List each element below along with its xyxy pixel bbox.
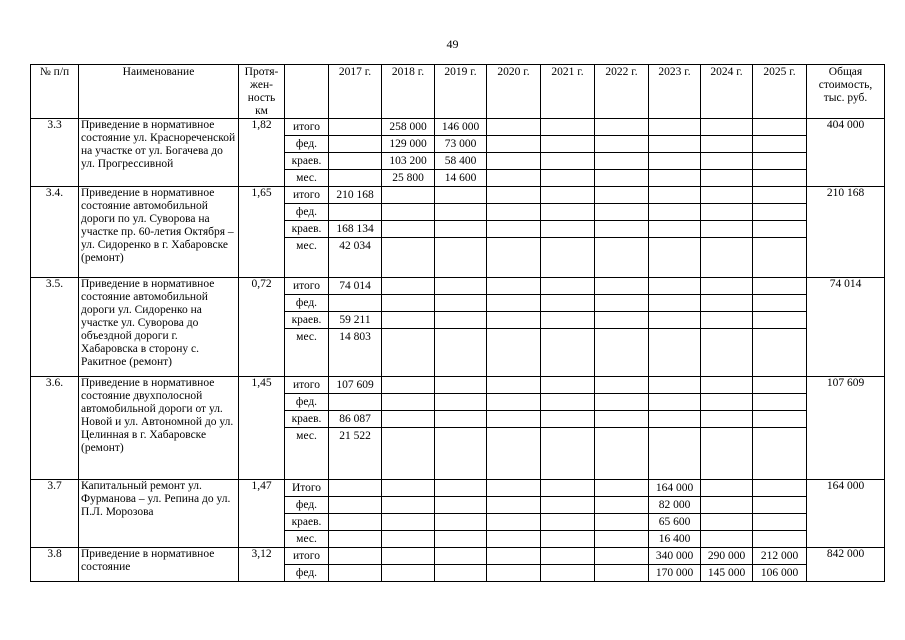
year-value-cell: [701, 514, 753, 531]
year-value-cell: 290 000: [701, 548, 753, 565]
year-value-cell: [541, 187, 595, 204]
year-value-cell: [753, 136, 807, 153]
year-value-cell: [435, 238, 487, 278]
year-value-cell: [701, 531, 753, 548]
year-value-cell: [701, 204, 753, 221]
year-value-cell: [329, 295, 382, 312]
funding-source-label: итого: [285, 377, 329, 394]
year-value-cell: [487, 514, 541, 531]
year-value-cell: [329, 153, 382, 170]
row-name: Приведение в нормативное состояние двухполосной автомобильной дороги от ул. Новой и ул. Автономной до ул. Целинная в г. Хабаровске (ремонт): [79, 377, 239, 480]
year-value-cell: 258 000: [382, 119, 435, 136]
year-value-cell: [487, 136, 541, 153]
year-value-cell: [595, 170, 649, 187]
row-length: 1,82: [239, 119, 285, 187]
year-value-cell: [753, 204, 807, 221]
year-value-cell: [435, 514, 487, 531]
year-value-cell: 25 800: [382, 170, 435, 187]
header-source: [285, 65, 329, 119]
year-value-cell: [487, 153, 541, 170]
year-value-cell: [649, 221, 701, 238]
year-value-cell: [541, 278, 595, 295]
year-value-cell: [541, 221, 595, 238]
year-value-cell: [487, 428, 541, 480]
funding-source-label: краев.: [285, 411, 329, 428]
year-value-cell: [435, 531, 487, 548]
year-value-cell: [435, 565, 487, 582]
year-value-cell: [329, 136, 382, 153]
year-value-cell: [649, 312, 701, 329]
year-value-cell: [487, 565, 541, 582]
year-value-cell: [329, 119, 382, 136]
header-year: 2022 г.: [595, 65, 649, 119]
year-value-cell: [487, 480, 541, 497]
year-value-cell: 164 000: [649, 480, 701, 497]
year-value-cell: 212 000: [753, 548, 807, 565]
year-value-cell: [649, 238, 701, 278]
row-number: 3.6.: [31, 377, 79, 480]
row-name: Приведение в нормативное состояние ул. Краснореченской на участке от ул. Богачева до ул. Прогрессивной: [79, 119, 239, 187]
year-value-cell: [701, 278, 753, 295]
year-value-cell: [753, 497, 807, 514]
year-value-cell: [753, 428, 807, 480]
year-value-cell: [435, 411, 487, 428]
year-value-cell: [435, 548, 487, 565]
year-value-cell: 21 522: [329, 428, 382, 480]
year-value-cell: [329, 394, 382, 411]
year-value-cell: 145 000: [701, 565, 753, 582]
year-value-cell: [382, 497, 435, 514]
year-value-cell: [595, 411, 649, 428]
year-value-cell: [329, 531, 382, 548]
year-value-cell: [649, 136, 701, 153]
year-value-cell: [541, 565, 595, 582]
year-value-cell: [382, 394, 435, 411]
year-value-cell: [701, 497, 753, 514]
year-value-cell: 340 000: [649, 548, 701, 565]
year-value-cell: [649, 411, 701, 428]
year-value-cell: [541, 204, 595, 221]
year-value-cell: [435, 295, 487, 312]
year-value-cell: [382, 531, 435, 548]
funding-source-label: фед.: [285, 204, 329, 221]
year-value-cell: 106 000: [753, 565, 807, 582]
header-total: Общая стоимость, тыс. руб.: [807, 65, 885, 119]
year-value-cell: 58 400: [435, 153, 487, 170]
table-row: [31, 377, 885, 394]
year-value-cell: [487, 394, 541, 411]
year-value-cell: [541, 295, 595, 312]
year-value-cell: [382, 204, 435, 221]
row-name: Приведение в нормативное состояние: [79, 548, 239, 582]
funding-source-label: краев.: [285, 153, 329, 170]
year-value-cell: [701, 428, 753, 480]
year-value-cell: [701, 480, 753, 497]
year-value-cell: [595, 136, 649, 153]
year-value-cell: [382, 377, 435, 394]
year-value-cell: [753, 187, 807, 204]
year-value-cell: [595, 480, 649, 497]
year-value-cell: [329, 497, 382, 514]
header-row: [31, 65, 885, 119]
year-value-cell: [595, 514, 649, 531]
year-value-cell: [595, 312, 649, 329]
year-value-cell: [487, 411, 541, 428]
year-value-cell: [701, 394, 753, 411]
year-value-cell: [701, 312, 753, 329]
year-value-cell: 210 168: [329, 187, 382, 204]
header-year: 2019 г.: [435, 65, 487, 119]
year-value-cell: [753, 411, 807, 428]
year-value-cell: 16 400: [649, 531, 701, 548]
year-value-cell: [382, 565, 435, 582]
year-value-cell: [541, 411, 595, 428]
row-total: 164 000: [807, 480, 885, 548]
year-value-cell: [753, 329, 807, 377]
year-value-cell: [329, 170, 382, 187]
header-year: 2024 г.: [701, 65, 753, 119]
year-value-cell: [541, 312, 595, 329]
year-value-cell: 14 600: [435, 170, 487, 187]
year-value-cell: [487, 119, 541, 136]
row-name: Приведение в нормативное состояние автомобильной дороги по ул. Суворова на участке пр. 60-летия Октября – ул. Сидоренко в г. Хабаровске (ремонт): [79, 187, 239, 278]
year-value-cell: [701, 377, 753, 394]
year-value-cell: [701, 170, 753, 187]
header-year: 2017 г.: [329, 65, 382, 119]
header-year: 2018 г.: [382, 65, 435, 119]
row-total: 404 000: [807, 119, 885, 187]
table-row: [31, 278, 885, 295]
funding-source-label: краев.: [285, 312, 329, 329]
table-row: [31, 119, 885, 136]
header-year: 2025 г.: [753, 65, 807, 119]
year-value-cell: [541, 514, 595, 531]
year-value-cell: [541, 531, 595, 548]
year-value-cell: [541, 153, 595, 170]
funding-source-label: мес.: [285, 329, 329, 377]
year-value-cell: [701, 411, 753, 428]
year-value-cell: [487, 329, 541, 377]
year-value-cell: [435, 278, 487, 295]
year-value-cell: [753, 377, 807, 394]
year-value-cell: [753, 480, 807, 497]
funding-source-label: итого: [285, 548, 329, 565]
year-value-cell: [541, 548, 595, 565]
year-value-cell: [329, 565, 382, 582]
year-value-cell: [753, 295, 807, 312]
row-length: 1,47: [239, 480, 285, 548]
year-value-cell: [382, 411, 435, 428]
year-value-cell: 74 014: [329, 278, 382, 295]
year-value-cell: [382, 548, 435, 565]
year-value-cell: [382, 329, 435, 377]
year-value-cell: [753, 170, 807, 187]
funding-source-label: мес.: [285, 170, 329, 187]
funding-source-label: итого: [285, 278, 329, 295]
year-value-cell: [487, 187, 541, 204]
year-value-cell: [541, 377, 595, 394]
funding-source-label: фед.: [285, 497, 329, 514]
funding-source-label: фед.: [285, 394, 329, 411]
year-value-cell: [487, 221, 541, 238]
year-value-cell: [329, 204, 382, 221]
year-value-cell: [435, 428, 487, 480]
table-row: [31, 480, 885, 497]
funding-source-label: краев.: [285, 514, 329, 531]
year-value-cell: 65 600: [649, 514, 701, 531]
year-value-cell: [329, 514, 382, 531]
year-value-cell: [595, 565, 649, 582]
funding-source-label: мес.: [285, 531, 329, 548]
year-value-cell: [753, 312, 807, 329]
table-row: [31, 548, 885, 565]
year-value-cell: [435, 312, 487, 329]
year-value-cell: [649, 295, 701, 312]
header-year: 2023 г.: [649, 65, 701, 119]
year-value-cell: [649, 329, 701, 377]
year-value-cell: [701, 136, 753, 153]
year-value-cell: [701, 187, 753, 204]
year-value-cell: [595, 394, 649, 411]
year-value-cell: [487, 548, 541, 565]
funding-source-label: фед.: [285, 565, 329, 582]
year-value-cell: [701, 153, 753, 170]
funding-source-label: фед.: [285, 295, 329, 312]
row-total: 210 168: [807, 187, 885, 278]
year-value-cell: [382, 187, 435, 204]
year-value-cell: [541, 238, 595, 278]
year-value-cell: [435, 187, 487, 204]
year-value-cell: [329, 548, 382, 565]
year-value-cell: [487, 497, 541, 514]
year-value-cell: [701, 221, 753, 238]
year-value-cell: [487, 377, 541, 394]
year-value-cell: 59 211: [329, 312, 382, 329]
year-value-cell: [595, 153, 649, 170]
row-number: 3.5.: [31, 278, 79, 377]
year-value-cell: [753, 238, 807, 278]
year-value-cell: [329, 480, 382, 497]
year-value-cell: [595, 204, 649, 221]
year-value-cell: [487, 204, 541, 221]
row-name: Приведение в нормативное состояние автомобильной дороги ул. Сидоренко на участке ул. Суворова до объездной дороги г. Хабаровска в сторону с. Ракитное (ремонт): [79, 278, 239, 377]
year-value-cell: 73 000: [435, 136, 487, 153]
year-value-cell: [649, 119, 701, 136]
funding-source-label: фед.: [285, 136, 329, 153]
row-length: 0,72: [239, 278, 285, 377]
year-value-cell: [595, 295, 649, 312]
year-value-cell: [541, 394, 595, 411]
year-value-cell: 107 609: [329, 377, 382, 394]
year-value-cell: [649, 170, 701, 187]
year-value-cell: 82 000: [649, 497, 701, 514]
year-value-cell: [382, 428, 435, 480]
row-number: 3.4.: [31, 187, 79, 278]
year-value-cell: [649, 153, 701, 170]
row-total: 107 609: [807, 377, 885, 480]
row-number: 3.7: [31, 480, 79, 548]
year-value-cell: [541, 497, 595, 514]
year-value-cell: [487, 312, 541, 329]
year-value-cell: [382, 278, 435, 295]
year-value-cell: 14 803: [329, 329, 382, 377]
year-value-cell: [753, 278, 807, 295]
row-length: 1,65: [239, 187, 285, 278]
year-value-cell: [595, 238, 649, 278]
header-year: 2021 г.: [541, 65, 595, 119]
year-value-cell: [382, 295, 435, 312]
funding-source-label: мес.: [285, 428, 329, 480]
year-value-cell: [382, 221, 435, 238]
year-value-cell: [595, 377, 649, 394]
row-name: Капитальный ремонт ул. Фурманова – ул. Репина до ул. П.Л. Морозова: [79, 480, 239, 548]
header-year: 2020 г.: [487, 65, 541, 119]
year-value-cell: [753, 394, 807, 411]
year-value-cell: [649, 394, 701, 411]
year-value-cell: [701, 119, 753, 136]
year-value-cell: [541, 119, 595, 136]
funding-source-label: мес.: [285, 238, 329, 278]
year-value-cell: [435, 377, 487, 394]
year-value-cell: [487, 531, 541, 548]
year-value-cell: [649, 428, 701, 480]
year-value-cell: [541, 170, 595, 187]
year-value-cell: 86 087: [329, 411, 382, 428]
table-row: [31, 187, 885, 204]
row-number: 3.8: [31, 548, 79, 582]
year-value-cell: [435, 480, 487, 497]
year-value-cell: [435, 204, 487, 221]
year-value-cell: [649, 187, 701, 204]
year-value-cell: [487, 278, 541, 295]
year-value-cell: [701, 295, 753, 312]
row-length: 1,45: [239, 377, 285, 480]
year-value-cell: [595, 428, 649, 480]
year-value-cell: [595, 497, 649, 514]
year-value-cell: [435, 394, 487, 411]
funding-source-label: итого: [285, 187, 329, 204]
year-value-cell: [382, 238, 435, 278]
year-value-cell: [701, 238, 753, 278]
year-value-cell: [435, 221, 487, 238]
year-value-cell: [595, 187, 649, 204]
year-value-cell: [649, 278, 701, 295]
year-value-cell: [595, 548, 649, 565]
year-value-cell: [595, 278, 649, 295]
year-value-cell: 146 000: [435, 119, 487, 136]
funding-source-label: Итого: [285, 480, 329, 497]
year-value-cell: [382, 480, 435, 497]
year-value-cell: 170 000: [649, 565, 701, 582]
year-value-cell: [541, 428, 595, 480]
year-value-cell: 103 200: [382, 153, 435, 170]
year-value-cell: 129 000: [382, 136, 435, 153]
header-num: № п/п: [31, 65, 79, 119]
funding-source-label: краев.: [285, 221, 329, 238]
table-body: [31, 119, 885, 582]
year-value-cell: 168 134: [329, 221, 382, 238]
year-value-cell: [753, 514, 807, 531]
year-value-cell: [701, 329, 753, 377]
year-value-cell: [541, 480, 595, 497]
year-value-cell: [382, 514, 435, 531]
year-value-cell: [595, 119, 649, 136]
row-total: 74 014: [807, 278, 885, 377]
year-value-cell: [595, 329, 649, 377]
year-value-cell: [435, 329, 487, 377]
year-value-cell: [541, 329, 595, 377]
year-value-cell: [487, 170, 541, 187]
year-value-cell: 42 034: [329, 238, 382, 278]
year-value-cell: [435, 497, 487, 514]
year-value-cell: [649, 204, 701, 221]
year-value-cell: [753, 153, 807, 170]
year-value-cell: [487, 295, 541, 312]
year-value-cell: [595, 531, 649, 548]
row-number: 3.3: [31, 119, 79, 187]
page-number: 49: [446, 37, 459, 51]
year-value-cell: [382, 312, 435, 329]
year-value-cell: [487, 238, 541, 278]
year-value-cell: [541, 136, 595, 153]
header-name: Наименование: [79, 65, 239, 119]
year-value-cell: [595, 221, 649, 238]
row-total: 842 000: [807, 548, 885, 582]
year-value-cell: [649, 377, 701, 394]
year-value-cell: [753, 119, 807, 136]
year-value-cell: [753, 221, 807, 238]
row-length: 3,12: [239, 548, 285, 582]
funding-source-label: итого: [285, 119, 329, 136]
financing-table: [30, 64, 885, 582]
year-value-cell: [753, 531, 807, 548]
header-length: Протя-жен-ность км: [239, 65, 285, 119]
